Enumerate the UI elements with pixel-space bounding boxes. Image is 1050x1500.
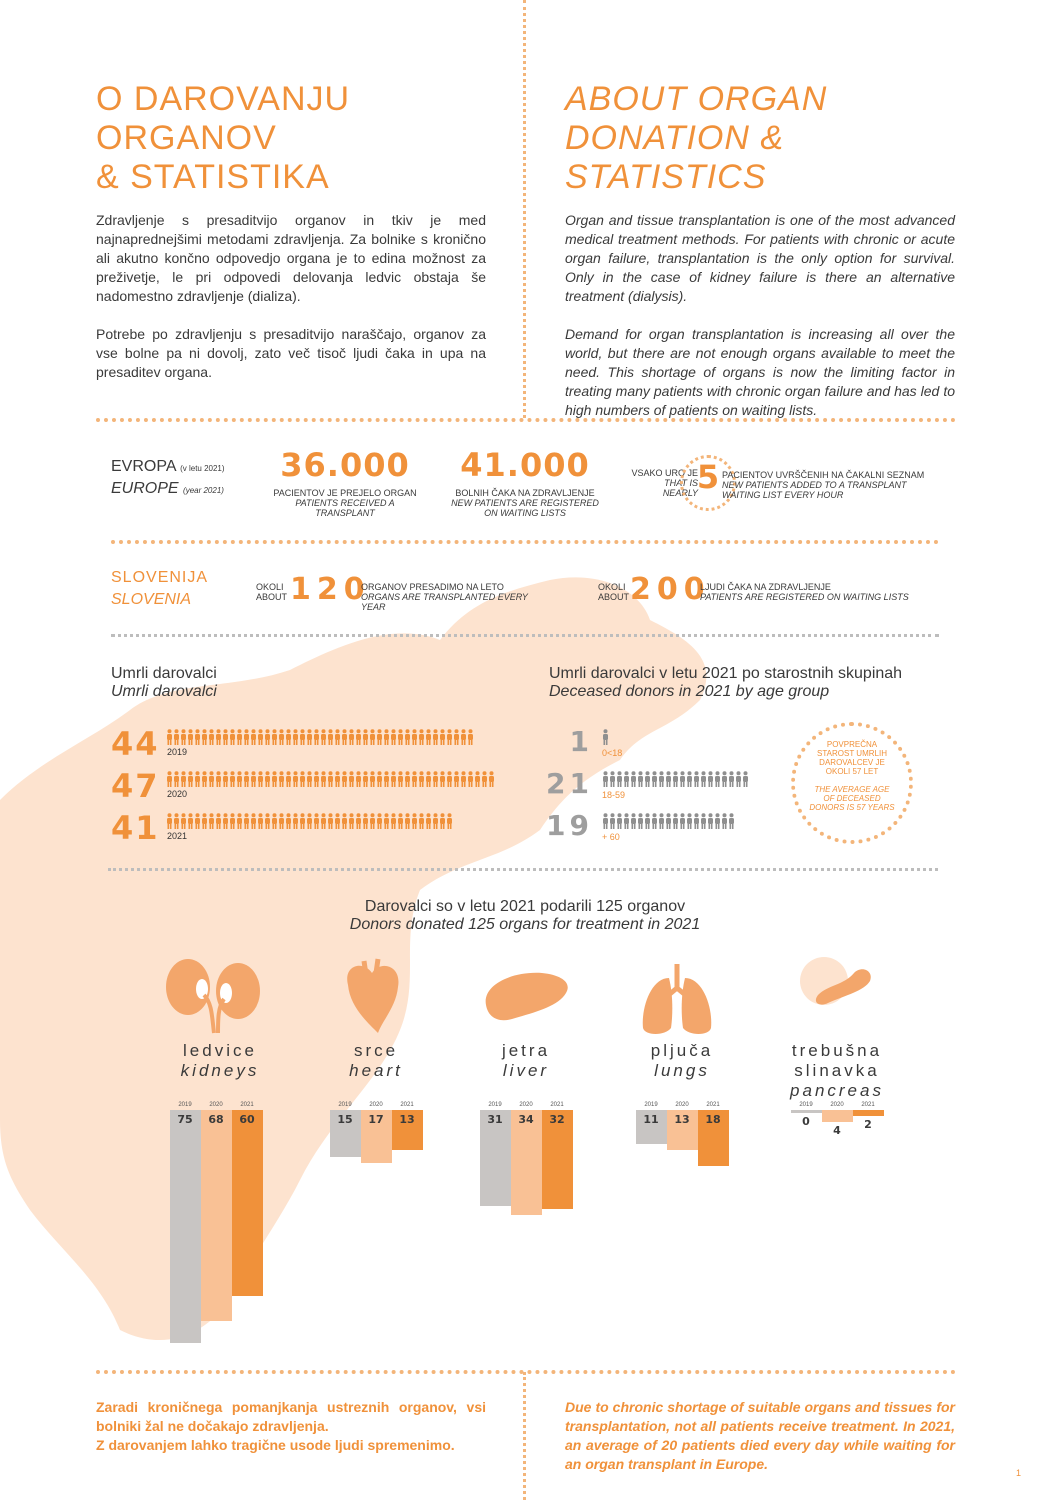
person-icon: [693, 771, 700, 787]
person-icon: [439, 771, 446, 787]
person-icon: [637, 813, 644, 829]
person-icon: [728, 813, 735, 829]
person-icon: [474, 771, 481, 787]
person-icon: [271, 771, 278, 787]
person-icon: [334, 813, 341, 829]
person-icon: [250, 729, 257, 745]
person-icon: [243, 813, 250, 829]
donors-title: Umrli darovalci Umrli darovalci: [111, 665, 217, 700]
divider-2: [111, 540, 939, 544]
person-icon: [369, 771, 376, 787]
person-icon: [208, 729, 215, 745]
person-icon: [397, 729, 404, 745]
person-icon: [285, 813, 292, 829]
person-icon: [439, 729, 446, 745]
vertical-divider-top: [523, 0, 526, 418]
person-icon: [665, 813, 672, 829]
europe-stat-3-value: 5: [696, 458, 720, 496]
person-icon: [313, 813, 320, 829]
organ-bar-year: 2021: [861, 1102, 875, 1108]
donor-age-value: 1: [569, 725, 593, 758]
organ-bar-year: 2020: [830, 1102, 844, 1108]
organ-bar-value: 17: [368, 1113, 384, 1126]
person-icon: [425, 813, 432, 829]
person-icon: [602, 729, 609, 745]
person-icon: [623, 813, 630, 829]
person-icon: [686, 813, 693, 829]
person-icon: [637, 771, 644, 787]
person-icon: [264, 729, 271, 745]
donor-year-value: 41: [111, 809, 160, 847]
donor-year-pictogram: [166, 813, 453, 829]
person-icon: [609, 813, 616, 829]
vertical-divider-bottom: [523, 1372, 526, 1500]
person-icon: [446, 771, 453, 787]
person-icon: [700, 771, 707, 787]
person-icon: [369, 813, 376, 829]
person-icon: [397, 813, 404, 829]
person-icon: [432, 729, 439, 745]
europe-stat-3-pre: VSAKO URO JE THAT IS NEARLY: [631, 468, 698, 498]
person-icon: [425, 729, 432, 745]
donor-year-label: 2019: [167, 747, 188, 757]
person-icon: [686, 771, 693, 787]
kidneys-icon: [160, 955, 270, 1035]
organ-bar-value: 13: [674, 1113, 690, 1126]
person-icon: [693, 813, 700, 829]
person-icon: [292, 813, 299, 829]
person-icon: [383, 771, 390, 787]
organ-bar-value: 68: [208, 1113, 224, 1126]
organ-bar-value: 4: [833, 1124, 841, 1138]
intro-para-en-2: Demand for organ transplantation is increasing all over the world, but there are not enough organs available to meet the need. This shortage of organs is now the limiting factor in treating many patients with chronic organ failure and has led to high numbers of patients on waiting lists.: [565, 326, 955, 418]
person-icon: [362, 771, 369, 787]
person-icon: [439, 813, 446, 829]
person-icon: [418, 813, 425, 829]
person-icon: [348, 771, 355, 787]
person-icon: [630, 771, 637, 787]
person-icon: [236, 813, 243, 829]
person-icon: [418, 729, 425, 745]
person-icon: [362, 729, 369, 745]
person-icon: [488, 771, 495, 787]
slovenia-label: SLOVENIJA SLOVENIA: [111, 569, 209, 608]
average-age-text: POVPREČNA STAROST UMRLIH DAROVALCEV JE OKOLI 57 LET THE AVERAGE AGE OF DECEASED DONORS IS 57 YEARS: [809, 740, 895, 812]
donor-age-row: [548, 809, 778, 849]
footer-si: Zaradi kroničnega pomanjkanja ustreznih organov, vsi bolniki žal ne dočakajo zdravljenja. Z darovanjem lahko tragične usode ljudi spremenimo.: [96, 1399, 486, 1453]
person-icon: [299, 729, 306, 745]
person-icon: [257, 771, 264, 787]
person-icon: [467, 771, 474, 787]
donor-year-label: 2020: [167, 789, 188, 799]
organ-bar: [853, 1110, 884, 1116]
slovenia-about-1: OKOLI ABOUT: [256, 582, 288, 602]
person-icon: [411, 813, 418, 829]
donor-age-value: 21: [546, 767, 593, 800]
liver-icon: [482, 965, 572, 1025]
organ-bar-value: 0: [802, 1115, 810, 1128]
intro-para-si-1: Zdravljenje s presaditvijo organov in tkiv je med najnaprednejšimi metodami zdravljenja. Za bolnike s kronično ali akutno končno odpovedjo organa je to edina možnost za preživetje, le pri odpovedi delovanja ledvic obstaja še nadomestno zdravljenje (dializa).: [96, 212, 486, 304]
organ-bar-year: 2019: [799, 1102, 813, 1108]
person-icon: [285, 729, 292, 745]
person-icon: [173, 729, 180, 745]
person-icon: [383, 729, 390, 745]
organ-bar-year: 2019: [488, 1102, 502, 1108]
organ-bar-value: 15: [337, 1113, 353, 1126]
organ-bar-value: 34: [518, 1113, 534, 1126]
divider-5: [96, 1370, 956, 1374]
person-icon: [292, 771, 299, 787]
person-icon: [616, 771, 623, 787]
person-icon: [672, 813, 679, 829]
person-icon: [630, 813, 637, 829]
organ-bar-year: 2020: [209, 1102, 223, 1108]
organ-label-lungs: pljuča lungs: [650, 1041, 714, 1080]
europe-stat-2: 41.000 BOLNIH ČAKA NA ZDRAVLJENJE NEW PATIENTS ARE REGISTERED ON WAITING LISTS: [451, 446, 599, 518]
person-icon: [700, 813, 707, 829]
intro-para-en-1: Organ and tissue transplantation is one of the most advanced medical treatment methods. For patients with chronic or acute organ failure, transplantation is the only option for survival. Only in the case of kidney failure is there an alternative treatment (dialysis).: [565, 212, 955, 304]
person-icon: [623, 771, 630, 787]
person-icon: [222, 729, 229, 745]
divider-1: [96, 418, 956, 422]
intro-para-si-2: Potrebe po zdravljenju s presaditvijo naraščajo, organov za vse bolne pa ni dovolj, zato več tisoč ljudi čaka in upa na presaditev organa.: [96, 326, 486, 380]
europe-stat-3-text: PACIENTOV UVRŠČENIH NA ČAKALNI SEZNAM NEW PATIENTS ADDED TO A TRANSPLANT WAITING LIST EVERY HOUR: [722, 470, 925, 500]
person-icon: [173, 771, 180, 787]
person-icon: [257, 729, 264, 745]
person-icon: [327, 729, 334, 745]
person-icon: [306, 771, 313, 787]
person-icon: [229, 729, 236, 745]
organ-label-heart: srce heart: [349, 1041, 403, 1080]
person-icon: [236, 771, 243, 787]
person-icon: [383, 813, 390, 829]
person-icon: [166, 771, 173, 787]
donor-age-value: 19: [546, 809, 593, 842]
organ-bar-year: 2021: [550, 1102, 564, 1108]
person-icon: [187, 771, 194, 787]
person-icon: [602, 771, 609, 787]
organ-bar-value: 75: [177, 1113, 193, 1126]
person-icon: [285, 771, 292, 787]
organ-label-pancreas: trebušna slinavka pancreas: [790, 1041, 884, 1100]
person-icon: [271, 813, 278, 829]
intro-si: [96, 80, 486, 382]
person-icon: [229, 771, 236, 787]
pancreas-icon: [798, 955, 878, 1025]
person-icon: [243, 771, 250, 787]
person-icon: [355, 813, 362, 829]
person-icon: [390, 813, 397, 829]
person-icon: [735, 771, 742, 787]
person-icon: [320, 729, 327, 745]
person-icon: [173, 813, 180, 829]
donor-age-pictogram: [602, 771, 749, 787]
person-icon: [334, 729, 341, 745]
europe-label: EVROPA (v letu 2021) EUROPE (year 2021): [111, 458, 225, 497]
page-number: 1: [1016, 1468, 1022, 1478]
donor-year-pictogram: [166, 729, 474, 745]
person-icon: [201, 729, 208, 745]
person-icon: [376, 771, 383, 787]
person-icon: [180, 813, 187, 829]
person-icon: [320, 771, 327, 787]
person-icon: [679, 771, 686, 787]
organ-bar-value: 13: [399, 1113, 415, 1126]
person-icon: [222, 813, 229, 829]
person-icon: [453, 771, 460, 787]
slovenia-stat-1-value: 120: [290, 572, 371, 607]
person-icon: [341, 729, 348, 745]
person-icon: [432, 771, 439, 787]
donor-age-row: [548, 725, 778, 765]
organ-bar: [822, 1110, 853, 1122]
donors-by-age-chart: [548, 725, 778, 850]
person-icon: [644, 813, 651, 829]
donor-age-pictogram: [602, 729, 609, 745]
person-icon: [411, 729, 418, 745]
person-icon: [320, 813, 327, 829]
organ-bar-value: 2: [864, 1118, 872, 1132]
person-icon: [665, 771, 672, 787]
person-icon: [467, 729, 474, 745]
person-icon: [243, 729, 250, 745]
person-icon: [453, 729, 460, 745]
intro-en: [565, 80, 955, 420]
person-icon: [404, 729, 411, 745]
organ-bar-value: 11: [643, 1113, 659, 1126]
person-icon: [222, 771, 229, 787]
person-icon: [271, 729, 278, 745]
lungs-icon: [637, 958, 727, 1038]
organ-bar-year: 2019: [644, 1102, 658, 1108]
person-icon: [250, 771, 257, 787]
organ-label-kidneys: ledvice kidneys: [180, 1041, 260, 1080]
organ-bar-value: 31: [487, 1113, 503, 1126]
donors-age-title: Umrli darovalci v letu 2021 po starostnih skupinah Deceased donors in 2021 by age group: [549, 665, 903, 700]
person-icon: [707, 771, 714, 787]
person-icon: [187, 729, 194, 745]
person-icon: [425, 771, 432, 787]
person-icon: [446, 729, 453, 745]
organ-bar-year: 2019: [338, 1102, 352, 1108]
organ-bar-year: 2020: [519, 1102, 533, 1108]
person-icon: [341, 813, 348, 829]
donor-age-label: + 60: [602, 832, 620, 842]
person-icon: [215, 771, 222, 787]
person-icon: [707, 813, 714, 829]
organ-label-liver: jetra liver: [501, 1041, 551, 1080]
person-icon: [208, 813, 215, 829]
person-icon: [194, 771, 201, 787]
donor-year-label: 2021: [167, 831, 188, 841]
person-icon: [651, 813, 658, 829]
person-icon: [602, 813, 609, 829]
person-icon: [306, 813, 313, 829]
person-icon: [369, 729, 376, 745]
person-icon: [180, 771, 187, 787]
person-icon: [616, 813, 623, 829]
person-icon: [411, 771, 418, 787]
person-icon: [194, 813, 201, 829]
organ-bar-year: 2021: [400, 1102, 414, 1108]
person-icon: [194, 729, 201, 745]
donor-year-pictogram: [166, 771, 495, 787]
person-icon: [257, 813, 264, 829]
person-icon: [672, 771, 679, 787]
person-icon: [460, 771, 467, 787]
person-icon: [264, 813, 271, 829]
person-icon: [404, 813, 411, 829]
person-icon: [327, 771, 334, 787]
person-icon: [229, 813, 236, 829]
donor-age-pictogram: [602, 813, 735, 829]
person-icon: [481, 771, 488, 787]
person-icon: [201, 771, 208, 787]
person-icon: [721, 771, 728, 787]
person-icon: [418, 771, 425, 787]
person-icon: [728, 771, 735, 787]
person-icon: [404, 771, 411, 787]
person-icon: [278, 771, 285, 787]
person-icon: [460, 729, 467, 745]
person-icon: [215, 729, 222, 745]
slovenia-stat-1-text: ORGANOV PRESADIMO NA LETO ORGANS ARE TRANSPLANTED EVERY YEAR: [361, 582, 528, 612]
organ-bar: [791, 1110, 822, 1113]
person-icon: [306, 729, 313, 745]
person-icon: [658, 813, 665, 829]
organ-bar-year: 2020: [369, 1102, 383, 1108]
organ-bar-year: 2020: [675, 1102, 689, 1108]
slovenia-stat-2-value: 200: [630, 572, 711, 607]
organ-bar-value: 60: [239, 1113, 255, 1126]
organs-title: Darovalci so v letu 2021 podarili 125 organov Donors donated 125 organs for treatment in 2021: [349, 898, 701, 933]
person-icon: [390, 729, 397, 745]
person-icon: [250, 813, 257, 829]
person-icon: [658, 771, 665, 787]
europe-stat-1: 36.000 PACIENTOV JE PREJELO ORGAN PATIENTS RECEIVED A TRANSPLANT: [273, 446, 417, 518]
person-icon: [721, 813, 728, 829]
donor-year-value: 44: [111, 725, 160, 763]
person-icon: [362, 813, 369, 829]
organ-bar-year: 2021: [706, 1102, 720, 1108]
person-icon: [299, 771, 306, 787]
divider-3: [111, 634, 939, 637]
person-icon: [714, 771, 721, 787]
organ-bar-value: 32: [549, 1113, 565, 1126]
footer-en: Due to chronic shortage of suitable organs and tissues for transplantation, not all patients receive treatment. In 2021, an average of 20 patients died every day while waiting for an organ transplant in Europe.: [565, 1399, 955, 1472]
person-icon: [348, 729, 355, 745]
person-icon: [166, 813, 173, 829]
person-icon: [609, 771, 616, 787]
person-icon: [376, 813, 383, 829]
donors-by-year-chart: [111, 725, 531, 850]
organ-bar-value: 18: [705, 1113, 721, 1126]
person-icon: [299, 813, 306, 829]
donor-age-label: 0<18: [602, 748, 623, 758]
person-icon: [348, 813, 355, 829]
person-icon: [166, 729, 173, 745]
person-icon: [187, 813, 194, 829]
divider-4: [108, 868, 938, 871]
organ-bar-year: 2021: [240, 1102, 254, 1108]
donor-year-value: 47: [111, 767, 160, 805]
person-icon: [742, 771, 749, 787]
person-icon: [679, 813, 686, 829]
organ-bar: [201, 1110, 232, 1321]
person-icon: [397, 771, 404, 787]
slovenia-about-2: OKOLI ABOUT: [598, 582, 630, 602]
person-icon: [714, 813, 721, 829]
person-icon: [327, 813, 334, 829]
person-icon: [355, 771, 362, 787]
heart-icon: [338, 955, 408, 1035]
organ-bar-year: 2019: [178, 1102, 192, 1108]
person-icon: [355, 729, 362, 745]
person-icon: [651, 771, 658, 787]
organ-bar: [232, 1110, 263, 1296]
person-icon: [180, 729, 187, 745]
person-icon: [264, 771, 271, 787]
person-icon: [236, 729, 243, 745]
donor-age-label: 18-59: [602, 790, 626, 800]
title-en: ABOUT ORGAN DONATION & STATISTICS: [565, 80, 828, 196]
slovenia-stat-2-text: LJUDI ČAKA NA ZDRAVLJENJE PATIENTS ARE REGISTERED ON WAITING LISTS: [700, 582, 909, 602]
person-icon: [292, 729, 299, 745]
person-icon: [278, 729, 285, 745]
person-icon: [215, 813, 222, 829]
person-icon: [201, 813, 208, 829]
person-icon: [390, 771, 397, 787]
person-icon: [208, 771, 215, 787]
donor-age-row: [548, 767, 778, 807]
organ-bar: [170, 1110, 201, 1343]
person-icon: [432, 813, 439, 829]
person-icon: [278, 813, 285, 829]
person-icon: [313, 729, 320, 745]
person-icon: [376, 729, 383, 745]
person-icon: [334, 771, 341, 787]
person-icon: [644, 771, 651, 787]
title-si: O DAROVANJU ORGANOV & STATISTIKA: [96, 80, 351, 196]
person-icon: [446, 813, 453, 829]
person-icon: [341, 771, 348, 787]
person-icon: [313, 771, 320, 787]
